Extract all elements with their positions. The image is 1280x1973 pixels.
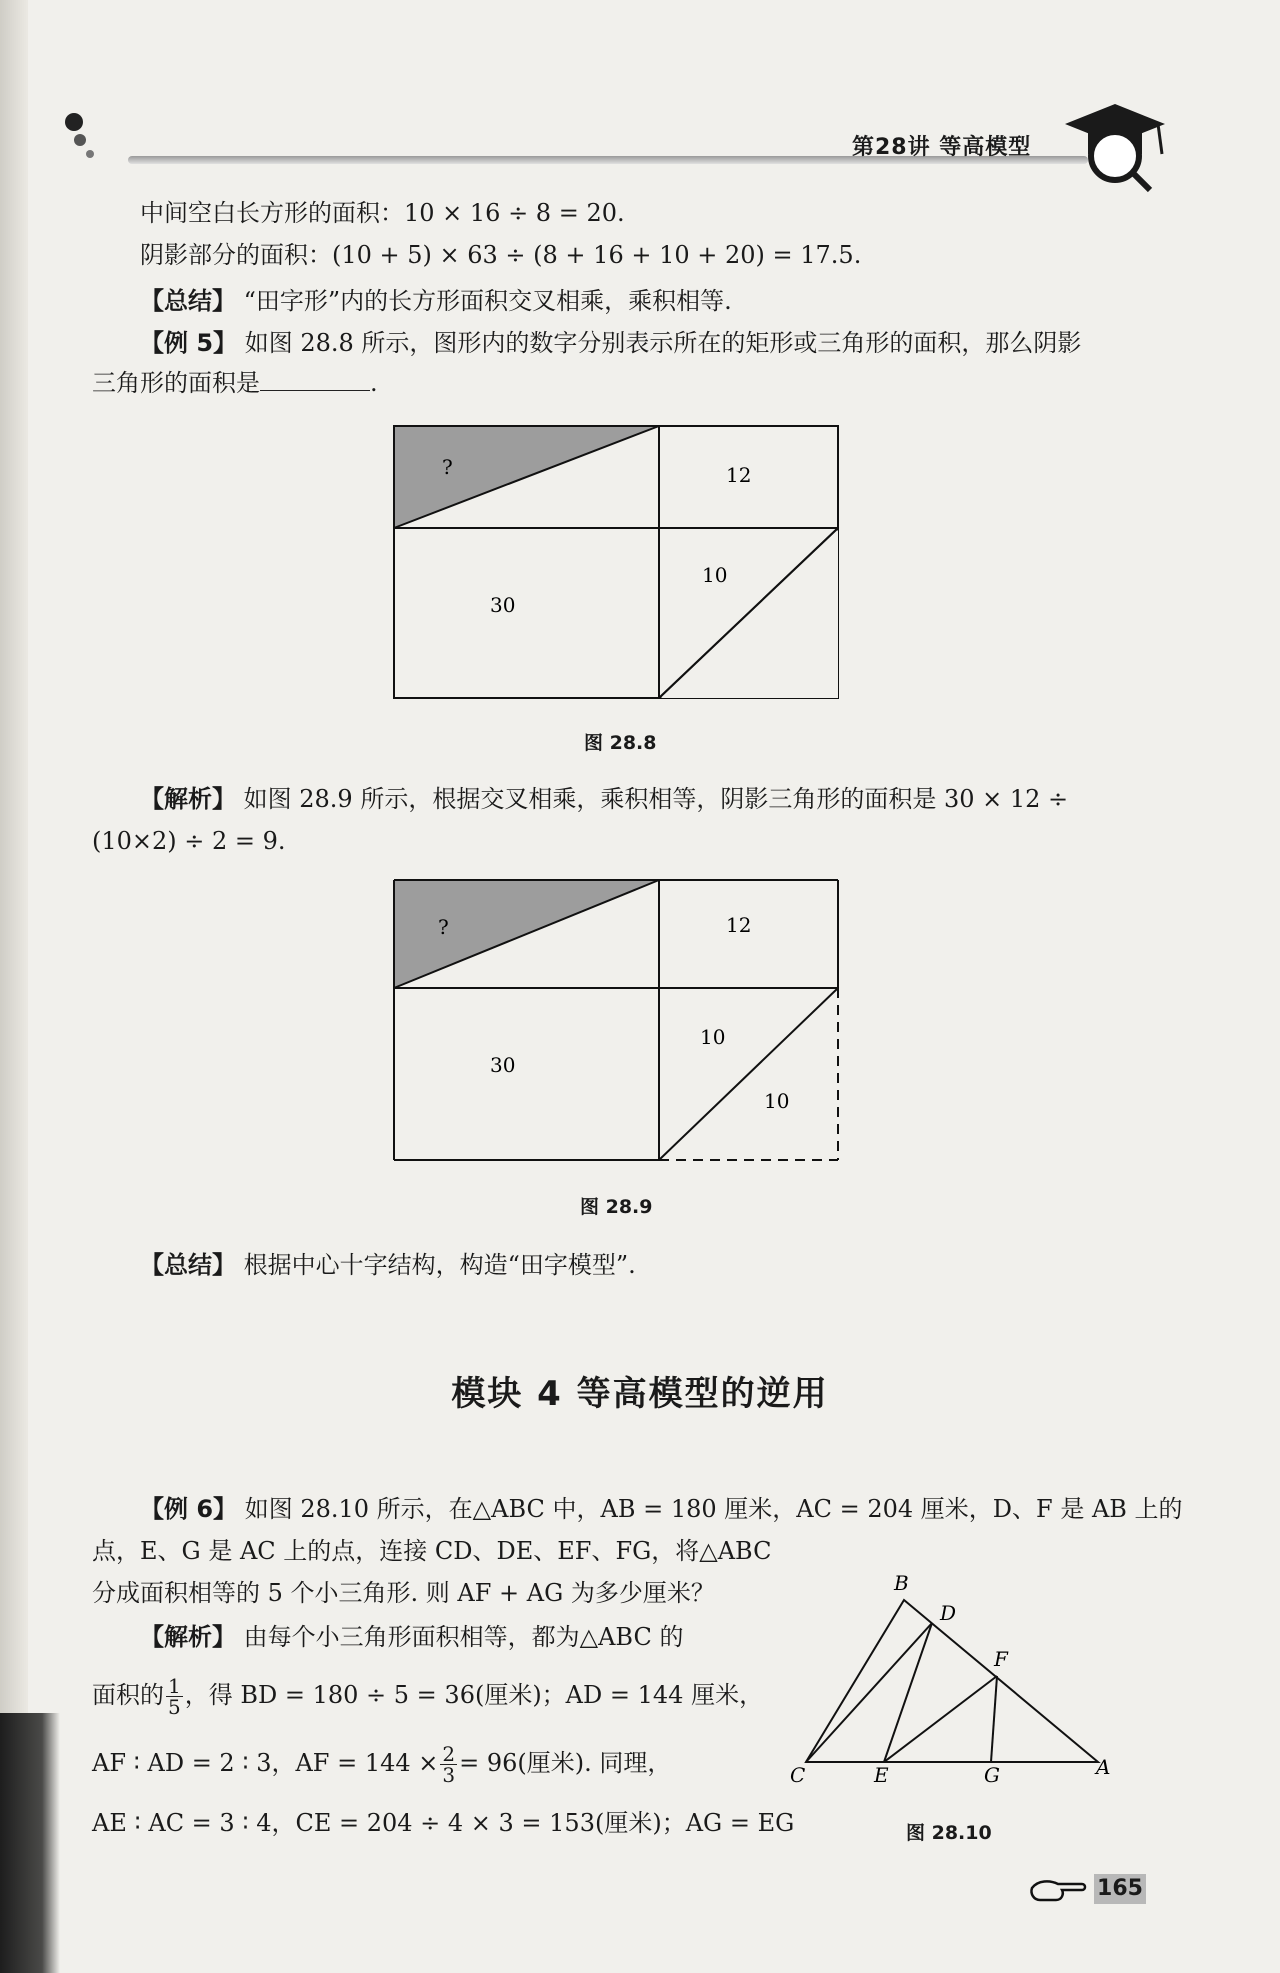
summary-1-tag: 【总结】 <box>140 287 236 315</box>
analysis-2-b: ，得 BD = 180 ÷ 5 = 36(厘米)；AD = 144 厘米， <box>184 1681 764 1709</box>
analysis-2-c: AF ∶ AD = 2 ∶ 3，AF = 144 × <box>92 1749 439 1777</box>
label-30: 30 <box>490 593 516 617</box>
example-6-text: 如图 28.10 所示，在△ABC 中，AB = 180 厘米，AC = 204 厘米，D、F 是 AB 上的 <box>244 1495 1183 1523</box>
body-line-1: 中间空白长方形的面积：10 × 16 ÷ 8 = 20. <box>140 199 625 227</box>
example-5-end: . <box>370 369 378 397</box>
analysis-1-tag: 【解析】 <box>140 785 236 813</box>
summary-2-text: 根据中心十字结构，构造“田字模型”. <box>243 1251 636 1279</box>
figure-28-10 <box>780 1568 1120 1788</box>
page-number: 165 <box>1094 1874 1146 1904</box>
fraction-2-3 <box>440 1744 457 1785</box>
summary-1 <box>140 284 732 318</box>
figure-28-8-caption: 图 28.8 <box>584 732 657 754</box>
example-5-text-2: 三角形的面积是 <box>92 369 260 397</box>
example-5-line-2 <box>92 366 378 400</box>
fraction-2-denominator: 3 <box>442 1763 456 1787</box>
example-5-line-1 <box>140 326 1081 360</box>
example-6-line-2: 点，E、G 是 AC 上的点，连接 CD、DE、EF、FG，将△ABC <box>92 1537 772 1565</box>
point-a: A <box>1096 1755 1111 1779</box>
analysis-2-a: 面积的 <box>92 1681 164 1709</box>
answer-blank <box>260 368 370 391</box>
analysis-2-d: = 96(厘米). 同理， <box>459 1749 672 1777</box>
analysis-2-line-4: AE ∶ AC = 3 ∶ 4，CE = 204 ÷ 4 × 3 = 153(厘米)；AG = EG <box>92 1809 795 1837</box>
summary-2 <box>140 1248 636 1282</box>
page-spine <box>0 0 28 1973</box>
point-d: D <box>940 1601 957 1625</box>
example-6-tag: 【例 6】 <box>140 1495 238 1523</box>
module-4-heading: 模块 4 等高模型的逆用 <box>451 1374 829 1414</box>
analysis-2-tag: 【解析】 <box>140 1623 236 1651</box>
page-binding-shadow <box>0 1713 60 1973</box>
figure-28-9 <box>390 876 842 1166</box>
figure-28-10-caption: 图 28.10 <box>906 1822 992 1844</box>
fraction-1-5 <box>166 1676 183 1717</box>
label-10-dashed: 10 <box>764 1089 790 1113</box>
summary-2-tag: 【总结】 <box>140 1251 236 1279</box>
label-question: ? <box>442 455 453 479</box>
figure-28-9-caption: 图 28.9 <box>580 1196 653 1218</box>
label-30: 30 <box>490 1053 516 1077</box>
point-e: E <box>874 1763 889 1787</box>
analysis-2-line-1 <box>140 1620 684 1654</box>
label-12: 12 <box>726 913 752 937</box>
example-5-tag: 【例 5】 <box>140 329 238 357</box>
analysis-2-line-3 <box>92 1744 671 1785</box>
fraction-1-denominator: 5 <box>168 1695 181 1719</box>
point-g: G <box>984 1763 1000 1787</box>
example-6-line-3: 分成面积相等的 5 个小三角形. 则 AF + AG 为多少厘米？ <box>92 1579 715 1607</box>
analysis-1-line-1 <box>140 782 1068 816</box>
label-12: 12 <box>726 463 752 487</box>
point-b: B <box>894 1571 909 1595</box>
point-c: C <box>790 1763 806 1787</box>
chapter-title: 第28讲 等高模型 <box>852 135 1032 160</box>
analysis-1-text: 如图 28.9 所示，根据交叉相乘，乘积相等，阴影三角形的面积是 30 × 12 ÷ <box>243 785 1069 813</box>
example-5-text: 如图 28.8 所示，图形内的数字分别表示所在的矩形或三角形的面积，那么阴影 <box>244 329 1082 357</box>
example-6-line-1 <box>140 1492 1183 1526</box>
fraction-2-numerator: 2 <box>442 1742 456 1766</box>
header-dots-decoration <box>60 110 110 170</box>
label-10: 10 <box>700 1025 726 1049</box>
pointing-hand-icon <box>1028 1874 1088 1906</box>
label-10: 10 <box>702 563 728 587</box>
figure-28-8 <box>390 422 842 704</box>
analysis-1-line-2: (10×2) ÷ 2 = 9. <box>92 827 286 855</box>
label-question: ? <box>438 915 449 939</box>
graduation-cap-icon <box>1060 94 1170 194</box>
analysis-2-line-2 <box>92 1676 763 1717</box>
body-line-2: 阴影部分的面积：(10 + 5) × 63 ÷ (8 + 16 + 10 + 20) = 17.5. <box>140 241 862 269</box>
point-f: F <box>994 1647 1008 1671</box>
analysis-2-text: 由每个小三角形面积相等，都为△ABC 的 <box>243 1623 684 1651</box>
fraction-1-numerator: 1 <box>168 1674 181 1698</box>
summary-1-text: “田字形”内的长方形面积交叉相乘，乘积相等. <box>243 287 732 315</box>
